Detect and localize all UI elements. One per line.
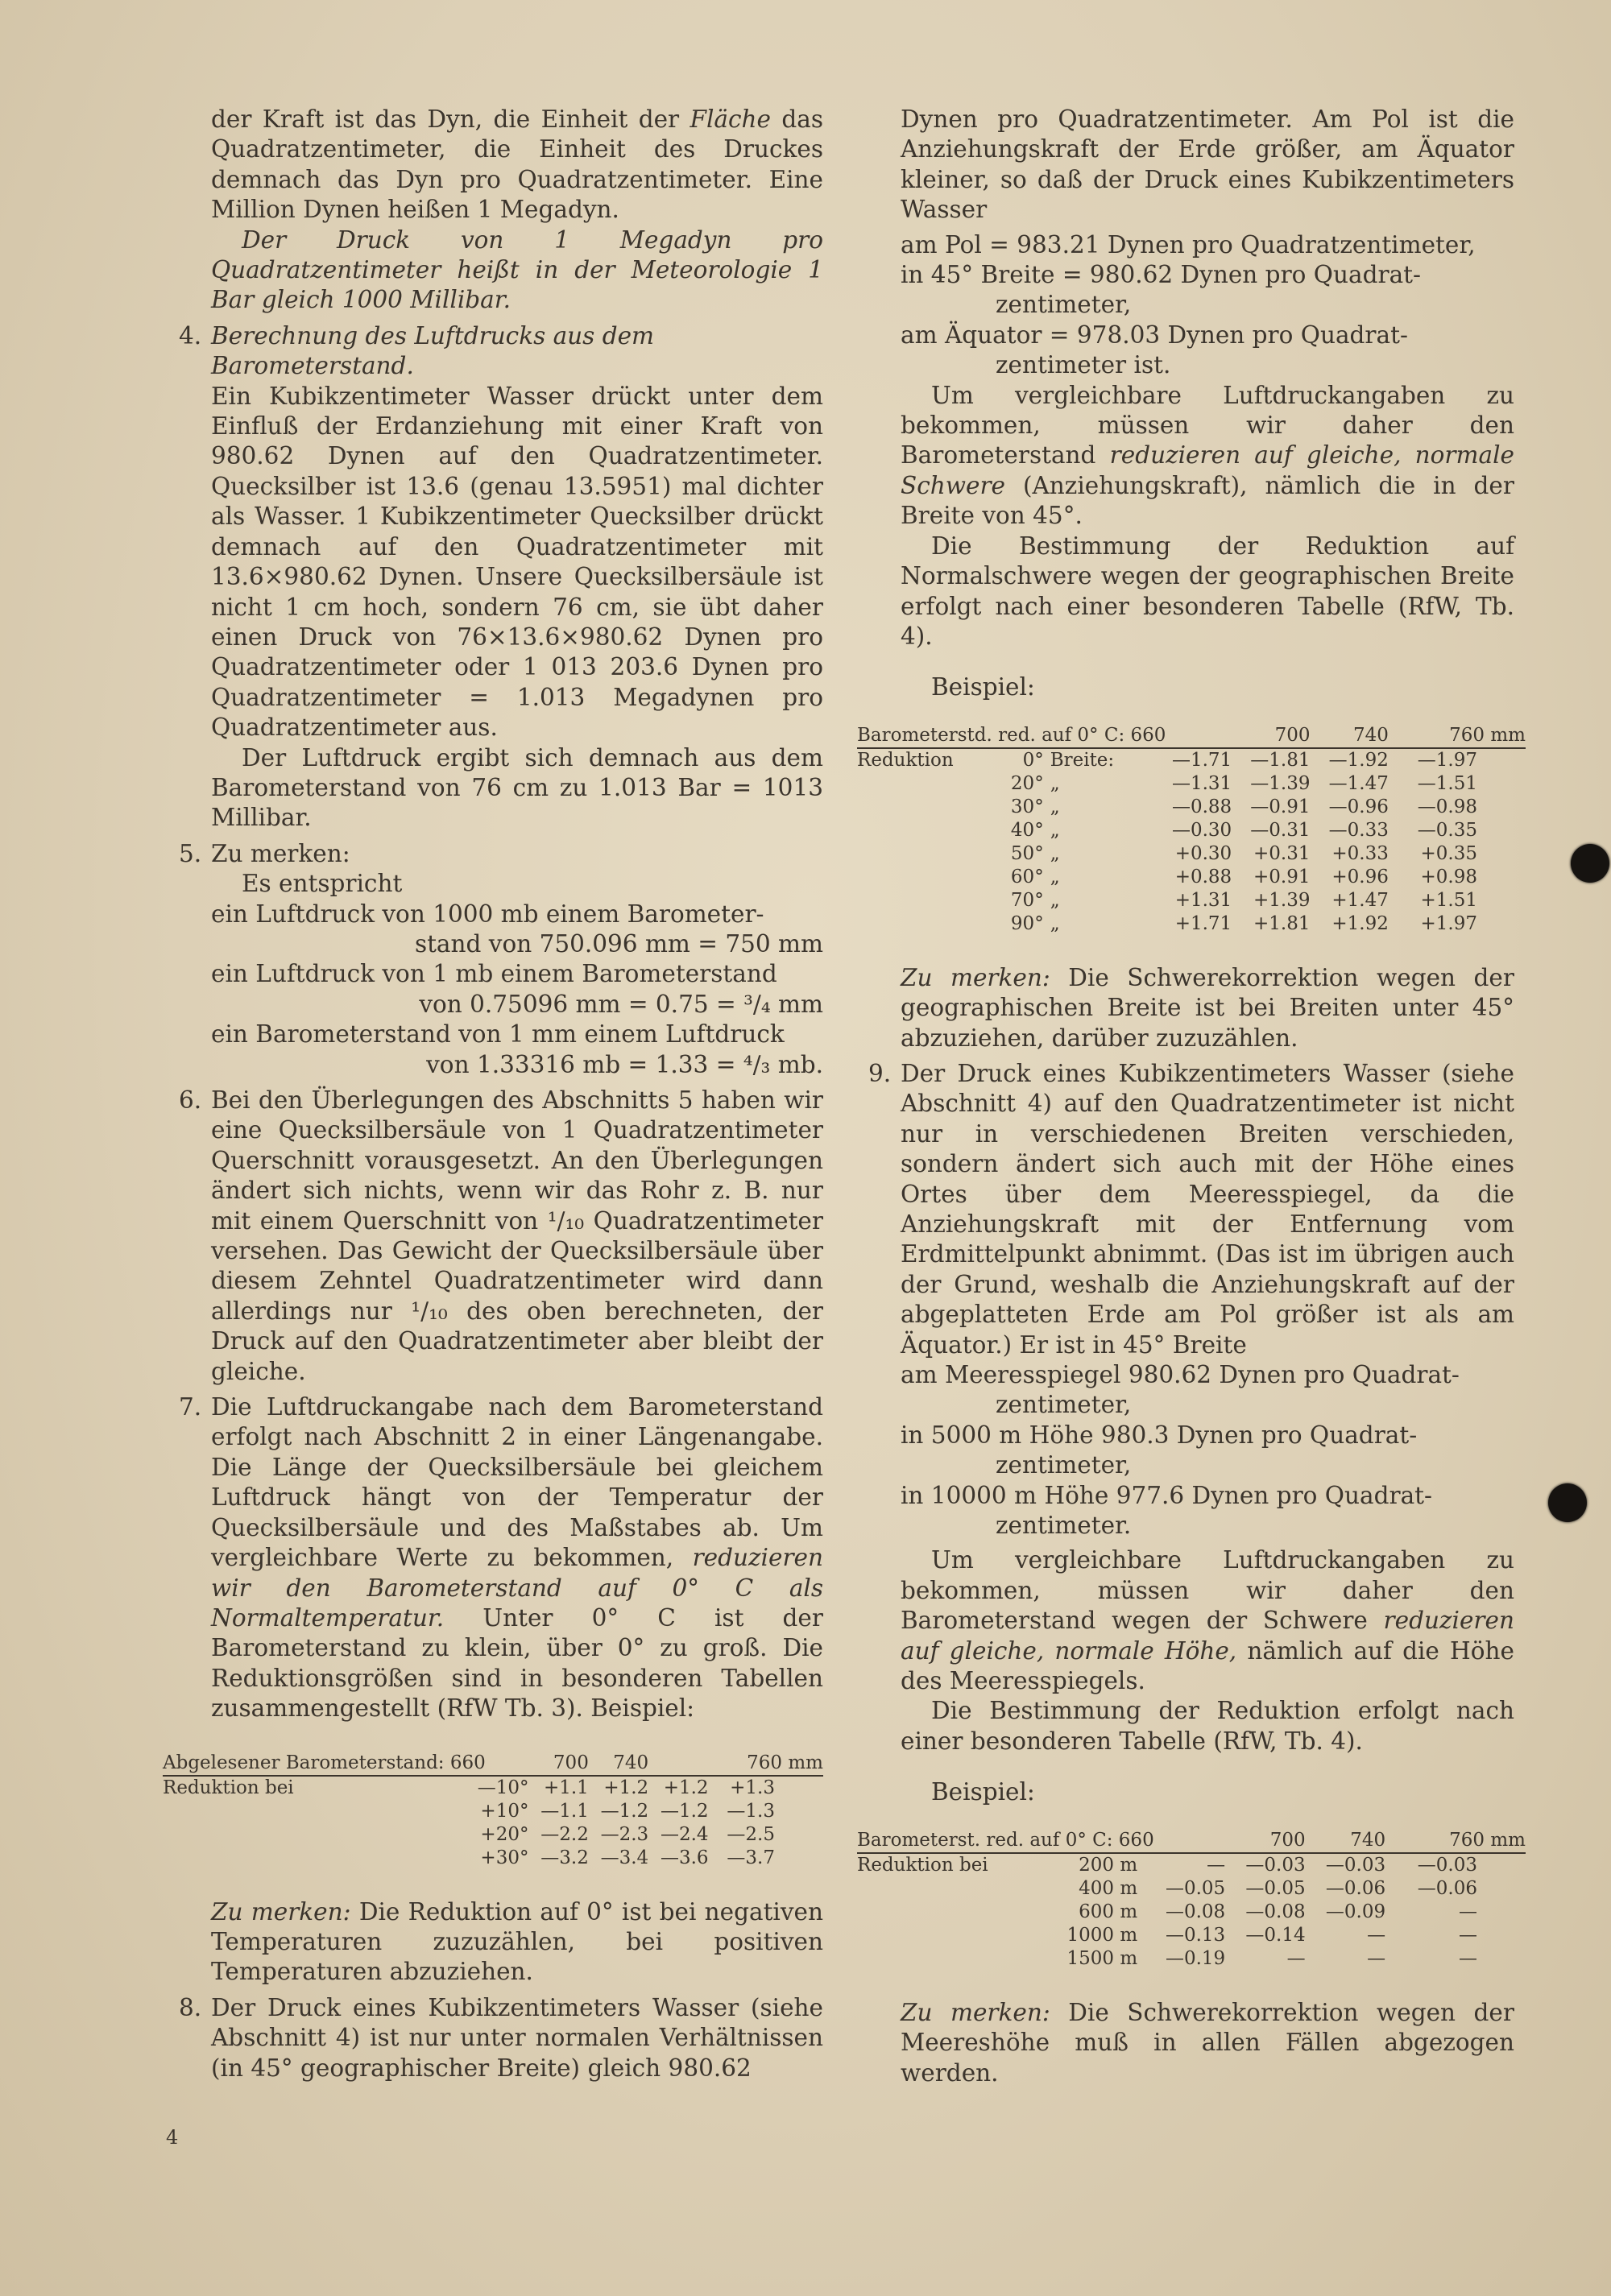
page-number: 4 <box>166 2126 179 2149</box>
gravity-value-cont: zentimeter, <box>996 291 1132 319</box>
table-cell: +10° <box>480 1800 529 1822</box>
table-cell: —1.39 <box>1250 772 1311 794</box>
table-cell: —1.3 <box>727 1800 775 1822</box>
table-cell: — <box>1367 1924 1386 1946</box>
section-5-heading: Zu merken: <box>211 839 350 867</box>
section-9-text: Der Druck eines Kubikzentimeters Wasser (siehe Abschnitt 4) auf den Quadratzentimeter ist nicht nur in verschiedenen Breiten verschieden, sondern ändert sich auch mit der Höhe eines Ortes über dem Meeresspiegel, da die Anziehungskraft mit der Entfernung vom Erdmittelpunkt abnimmt. (Das ist im übrigen auch der Grund, weshalb die Anziehungskraft auf der abgeplatteten Erde am Pol größer ist als am Äquator.) Er ist in 45° Breite <box>901 1059 1514 1359</box>
table-cell: —3.2 <box>540 1847 589 1868</box>
right-p4-text-b: nämlich auf die Höhe des Meeresspiegels. <box>901 1636 1514 1695</box>
right-p2-text-a: Um vergleichbare Luftdruckangaben zu bekommen, müssen wir daher den Barometerstand <box>901 381 1514 470</box>
table-cell: Reduktion bei <box>163 1777 294 1798</box>
note-label: Zu merken: <box>901 1998 1050 2026</box>
table-cell: —0.35 <box>1417 819 1477 841</box>
table-header-cell: 740 <box>1352 724 1389 746</box>
table-cell: +1.3 <box>730 1777 775 1798</box>
table-cell: +0.96 <box>1331 866 1389 887</box>
equivalence-value: stand von 750.096 mm = 750 mm <box>414 929 823 958</box>
table-cell: +0.35 <box>1420 842 1477 864</box>
section-4-heading: Berechnung des Luftdrucks aus dem Barometerstand. <box>211 321 655 380</box>
table-cell: — <box>1207 1854 1226 1876</box>
table-cell: +1.92 <box>1331 912 1389 934</box>
table-cell: +0.88 <box>1174 866 1232 887</box>
table-cell: 40° <box>1010 819 1044 841</box>
table-header-row <box>163 1752 823 1776</box>
table-cell <box>857 1901 1035 1924</box>
right-paragraph-3: Die Bestimmung der Reduktion auf Normalschwere wegen der geographischen Breite erfolgt nach einer besonderen Tabelle (RfW, Tb. 4). <box>901 532 1514 650</box>
table-header-cell: 760 mm <box>747 1752 823 1773</box>
table-cell: —0.98 <box>1417 796 1477 817</box>
table-cell: —0.09 <box>1325 1901 1386 1922</box>
table-cell: —1.1 <box>540 1800 589 1822</box>
table-cell: —0.96 <box>1328 796 1389 817</box>
table-cell: 90° <box>1010 912 1044 934</box>
height-value-cont: zentimeter, <box>996 1451 1132 1479</box>
intro-paragraph <box>211 105 823 225</box>
note-temperature <box>211 1897 823 1988</box>
table-cell: —0.91 <box>1250 796 1311 817</box>
section-5 <box>179 839 823 1080</box>
table-cell: „ <box>1050 866 1060 887</box>
section-7-emphasis: reduzieren wir den Barometerstand auf 0° C als Normaltemperatur. <box>211 1544 823 1632</box>
table-row <box>163 1776 823 1800</box>
table-cell: —0.08 <box>1165 1901 1226 1922</box>
table-cell: +0.98 <box>1420 866 1477 887</box>
table-header-row <box>857 724 1526 748</box>
table-latitude-reduction <box>857 724 1526 936</box>
section-8 <box>179 1993 823 2083</box>
table-cell: — <box>1286 1947 1306 1969</box>
table-row <box>857 748 1526 772</box>
table-cell: „ <box>1050 889 1060 911</box>
table-row <box>857 772 1526 796</box>
right-p2-text-b: (Anziehungskraft), nämlich die in der Breite von 45°. <box>901 471 1514 530</box>
table-header-cell: 740 <box>613 1752 649 1773</box>
equivalence-value: von 1.33316 mb = 1.33 = ⁴/₃ mb. <box>426 1050 823 1078</box>
table-cell: —2.5 <box>727 1823 775 1845</box>
table-cell: 600 m <box>1079 1901 1138 1922</box>
height-value-line: in 5000 m Höhe 980.3 Dynen pro Quadrat- <box>901 1421 1418 1449</box>
table-header-cell: Barometerst. red. auf 0° C: 660 <box>857 1829 1154 1851</box>
table-cell: —0.88 <box>1171 796 1232 817</box>
height-value-line: am Meeresspiegel 980.62 Dynen pro Quadrat- <box>901 1361 1460 1388</box>
section-7-text-b: Unter 0° C ist der Barometerstand zu klein, über 0° zu groß. Die Reduktionsgrößen sind in besonderen Tabellen zusammengestellt (RfW Tb. 3). Beispiel: <box>211 1603 823 1723</box>
section-number: 5. <box>179 839 202 867</box>
table-cell: +0.33 <box>1331 842 1389 864</box>
table-cell: —0.31 <box>1250 819 1311 841</box>
right-p2-emphasis: reduzieren auf gleiche, normale Schwere <box>901 441 1514 499</box>
table-cell: —10° <box>477 1777 529 1798</box>
table-cell: Breite: <box>1050 749 1115 771</box>
section-number: 7. <box>179 1393 202 1421</box>
table-cell: — <box>1367 1947 1386 1969</box>
table-cell: —1.2 <box>660 1800 709 1822</box>
table-cell: —1.2 <box>600 1800 649 1822</box>
table-cell <box>163 1823 419 1847</box>
latitude-table <box>857 724 1526 936</box>
section-number: 8. <box>179 1993 202 2021</box>
intro-definition: Der Druck von 1 Megadyn pro Quadratzentimeter heißt in der Meteorologie 1 Bar gleich 1000 Millibar. <box>211 225 823 314</box>
section-number: 9. <box>868 1059 892 1087</box>
section-7 <box>179 1392 823 1723</box>
table-cell <box>857 1947 1035 1971</box>
equivalence-line: ein Luftdruck von 1000 mb einem Barometer- <box>211 900 764 928</box>
gravity-value-cont: zentimeter ist. <box>996 351 1171 379</box>
table-row <box>857 796 1526 819</box>
right-paragraph-4 <box>901 1545 1514 1696</box>
table-row <box>857 912 1526 936</box>
table-cell <box>857 912 992 936</box>
table-row <box>857 1901 1526 1924</box>
binder-hole-icon <box>1571 844 1609 883</box>
table-cell: —3.6 <box>660 1847 709 1868</box>
table-cell: +0.31 <box>1253 842 1311 864</box>
table-cell: —0.33 <box>1328 819 1389 841</box>
table-cell: —0.08 <box>1245 1901 1306 1922</box>
table-cell: +1.1 <box>543 1777 589 1798</box>
table-row <box>857 1924 1526 1947</box>
table-cell: —0.06 <box>1325 1877 1386 1899</box>
table-cell: 50° <box>1010 842 1044 864</box>
table-cell: 1000 m <box>1066 1924 1138 1946</box>
section-5-intro: Es entspricht <box>242 870 403 898</box>
table-cell: +0.91 <box>1253 866 1311 887</box>
table-cell: +1.51 <box>1420 889 1477 911</box>
table-cell: +0.30 <box>1174 842 1232 864</box>
gravity-value-line: in 45° Breite = 980.62 Dynen pro Quadrat- <box>901 261 1421 289</box>
section-number: 6. <box>179 1086 202 1114</box>
table-cell: Reduktion <box>857 749 954 771</box>
table-cell: Reduktion bei <box>857 1854 988 1876</box>
table-cell: „ <box>1050 772 1060 794</box>
table-cell <box>857 1877 1035 1901</box>
table-row <box>857 866 1526 889</box>
equivalence-line: ein Barometerstand von 1 mm einem Luftdruck <box>211 1020 785 1049</box>
height-value-cont: zentimeter, <box>996 1391 1132 1419</box>
table-cell: +30° <box>480 1847 529 1868</box>
table-cell: +1.71 <box>1174 912 1232 934</box>
table-cell: 400 m <box>1079 1877 1138 1899</box>
note-text: Die Reduktion auf 0° ist bei negativen Temperaturen zuzuzählen, bei positiven Temperaturen abzuziehen. <box>211 1897 823 1986</box>
note-height <box>901 1998 1514 2088</box>
table-cell: +1.2 <box>603 1777 649 1798</box>
right-paragraph-5: Die Bestimmung der Reduktion erfolgt nach einer besonderen Tabelle (RfW, Tb. 4). <box>901 1697 1514 1755</box>
section-7-text <box>211 1392 823 1723</box>
table-row <box>857 842 1526 866</box>
height-value-cont: zentimeter. <box>996 1512 1132 1540</box>
table-cell: —0.14 <box>1245 1924 1306 1946</box>
table-row <box>857 1853 1526 1877</box>
table-header-cell: 700 <box>1269 1829 1306 1851</box>
reduction-table <box>163 1752 823 1870</box>
right-paragraph-1: Dynen pro Quadratzentimeter. Am Pol ist die Anziehungskraft der Erde größer, am Äquator kleiner, so daß der Druck eines Kubikzentimeters Wasser <box>901 105 1514 224</box>
table-cell: +1.2 <box>663 1777 709 1798</box>
table-temperature-reduction <box>163 1752 823 1870</box>
table-cell: 30° <box>1010 796 1044 817</box>
table-cell: —1.97 <box>1417 749 1477 771</box>
right-column <box>857 105 1526 2088</box>
table-cell <box>163 1847 419 1870</box>
table-cell: — <box>1459 1947 1477 1969</box>
table-cell: 1500 m <box>1066 1947 1138 1969</box>
table-cell <box>857 866 992 889</box>
section-4-paragraph-1: Ein Kubikzentimeter Wasser drückt unter dem Einfluß der Erdanziehung mit einer Kraft von 980.62 Dynen auf den Quadratzentimeter. Quecksilber ist 13.6 (genau 13.5951) mal dichter als Wasser. 1 Kubikzentimeter Quecksilber drückt demnach auf den Quadratzentimeter mit 13.6×980.62 Dynen. Unsere Quecksilbersäule ist nicht 1 cm hoch, sondern 76 cm, sie übt daher einen Druck von 76×13.6×980.62 Dynen pro Quadratzentimeter oder 1 013 203.6 Dynen pro Quadratzentimeter = 1.013 Megadynen pro Quadratzentimeter aus. <box>211 382 823 742</box>
intro-text-a: der Kraft ist das Dyn, die Einheit der <box>211 105 680 133</box>
section-8-text: Der Druck eines Kubikzentimeters Wasser (siehe Abschnitt 4) ist nur unter normalen Verhältnissen (in 45° geographischer Breite) gleich 980.62 <box>211 1993 823 2082</box>
table-cell <box>857 842 992 866</box>
table-cell: —3.4 <box>600 1847 649 1868</box>
table-cell: „ <box>1050 796 1060 817</box>
equivalence-value: von 0.75096 mm = 0.75 = ³/₄ mm <box>419 990 823 1018</box>
table-cell: +1.81 <box>1253 912 1311 934</box>
section-6-text: Bei den Überlegungen des Abschnitts 5 haben wir eine Quecksilbersäule von 1 Quadratzentimeter Querschnitt vorausgesetzt. An den Überlegungen ändert sich nichts, wenn wir das Rohr z. B. nur mit einem Querschnitt von ¹/₁₀ Quadratzentimeter versehen. Das Gewicht der Quecksilbersäule über diesem Zehntel Quadratzentimeter wird dann allerdings nur ¹/₁₀ des oben berechneten, der Druck auf den Quadratzentimeter aber bleibt der gleiche. <box>211 1086 823 1385</box>
table-cell: „ <box>1050 842 1060 864</box>
intro-text-flaeche: Fläche <box>690 105 771 133</box>
note-label: Zu merken: <box>211 1897 351 1926</box>
table-cell <box>857 1924 1035 1947</box>
table-cell <box>857 889 992 912</box>
gravity-value-line: am Pol = 983.21 Dynen pro Quadratzentimeter, <box>901 230 1476 259</box>
table-cell: —1.92 <box>1328 749 1389 771</box>
note-label: Zu merken: <box>901 963 1050 991</box>
table-cell: —0.30 <box>1171 819 1232 841</box>
table-cell: +1.47 <box>1331 889 1389 911</box>
table-cell: +1.31 <box>1174 889 1232 911</box>
table-cell <box>857 796 992 819</box>
table-height-reduction <box>857 1829 1526 1971</box>
table-row <box>163 1800 823 1823</box>
table-cell: —3.7 <box>727 1847 775 1868</box>
table-row <box>163 1823 823 1847</box>
table-cell <box>163 1800 419 1823</box>
table-cell: 200 m <box>1079 1854 1138 1876</box>
table-row <box>857 1877 1526 1901</box>
note-latitude <box>901 963 1514 1053</box>
table-cell: +1.97 <box>1420 912 1477 934</box>
table-cell: —0.06 <box>1417 1877 1477 1899</box>
section-6 <box>179 1086 823 1387</box>
right-p4-emphasis: reduzieren auf gleiche, normale Höhe, <box>901 1607 1514 1665</box>
table-cell <box>857 772 992 796</box>
table-cell: —0.03 <box>1325 1854 1386 1876</box>
intro-text-b: das Quadratzentimeter, die Einheit des Druckes demnach das Dyn pro Quadratzentimeter. Eine Million Dynen heißen 1 Megadyn. <box>211 105 823 224</box>
table-cell: — <box>1459 1901 1477 1922</box>
beispiel-label: Beispiel: <box>931 673 1035 701</box>
table-cell: —0.03 <box>1245 1854 1306 1876</box>
table-cell: —1.51 <box>1417 772 1477 794</box>
table-header-cell: 760 mm <box>1449 724 1526 746</box>
table-row <box>857 889 1526 912</box>
section-4-paragraph-2: Der Luftdruck ergibt sich demnach aus dem Barometerstand von 76 cm zu 1.013 Bar = 1013 Millibar. <box>211 743 823 832</box>
binder-hole-icon <box>1548 1483 1587 1522</box>
table-row <box>163 1847 823 1870</box>
table-cell: 60° <box>1010 866 1044 887</box>
equivalence-line: ein Luftdruck von 1 mb einem Barometerstand <box>211 960 777 988</box>
table-header-cell: Barometerstd. red. auf 0° C: 660 <box>857 724 1166 746</box>
table-cell: 0° <box>1022 749 1044 771</box>
table-cell: —0.13 <box>1165 1924 1226 1946</box>
section-9 <box>868 1059 1514 1541</box>
table-row <box>857 819 1526 842</box>
table-cell: +1.39 <box>1253 889 1311 911</box>
table-cell: — <box>1459 1924 1477 1946</box>
table-header-cell: 740 <box>1350 1829 1386 1851</box>
note-text: Die Schwerekorrektion wegen der Meereshöhe muß in allen Fällen abgezogen werden. <box>901 1998 1514 2087</box>
table-header-cell: Abgelesener Barometerstand: 660 <box>163 1752 486 1773</box>
table-header-cell: 760 mm <box>1449 1829 1526 1851</box>
table-cell: 70° <box>1010 889 1044 911</box>
table-cell: +20° <box>480 1823 529 1845</box>
table-cell: —1.71 <box>1171 749 1232 771</box>
right-p4-text-a: Um vergleichbare Luftdruckangaben zu bekommen, müssen wir daher den Barometerstand wegen der Schwere <box>901 1546 1514 1635</box>
table-cell: —2.3 <box>600 1823 649 1845</box>
table-cell: —1.31 <box>1171 772 1232 794</box>
left-column <box>163 105 823 2083</box>
table-cell: „ <box>1050 819 1060 841</box>
gravity-values <box>901 230 1514 381</box>
table-cell: —0.05 <box>1245 1877 1306 1899</box>
beispiel-label: Beispiel: <box>931 1778 1035 1806</box>
note-text: Die Schwerekorrektion wegen der geographischen Breite ist bei Breiten unter 45° abzuziehen, darüber zuzuzählen. <box>901 963 1514 1052</box>
section-4 <box>179 321 823 834</box>
table-cell: —1.81 <box>1250 749 1311 771</box>
table-cell: —2.2 <box>540 1823 589 1845</box>
section-7-text-a: Die Luftdruckangabe nach dem Barometerstand erfolgt nach Abschnitt 2 in einer Längenangabe. Die Länge der Quecksilbersäule bei gleichem Luftdruck hängt von der Temperatur der Quecksilbersäule und des Maßstabes ab. Um vergleichbare Werte zu bekommen, <box>211 1393 823 1572</box>
table-header-cell: 700 <box>1274 724 1311 746</box>
table-cell: —2.4 <box>660 1823 709 1845</box>
right-paragraph-2 <box>901 381 1514 532</box>
table-header-cell: 700 <box>553 1752 589 1773</box>
table-header-row <box>857 1829 1526 1853</box>
table-cell: —0.05 <box>1165 1877 1226 1899</box>
table-cell: 20° <box>1010 772 1044 794</box>
height-value-line: in 10000 m Höhe 977.6 Dynen pro Quadrat- <box>901 1481 1432 1509</box>
height-table <box>857 1829 1526 1971</box>
table-cell: —0.19 <box>1165 1947 1226 1969</box>
table-cell: —0.03 <box>1417 1854 1477 1876</box>
gravity-value-line: am Äquator = 978.03 Dynen pro Quadrat- <box>901 321 1408 349</box>
table-cell <box>857 819 992 842</box>
section-number: 4. <box>179 321 202 350</box>
table-row <box>857 1947 1526 1971</box>
table-cell: „ <box>1050 912 1060 934</box>
table-cell: —1.47 <box>1328 772 1389 794</box>
